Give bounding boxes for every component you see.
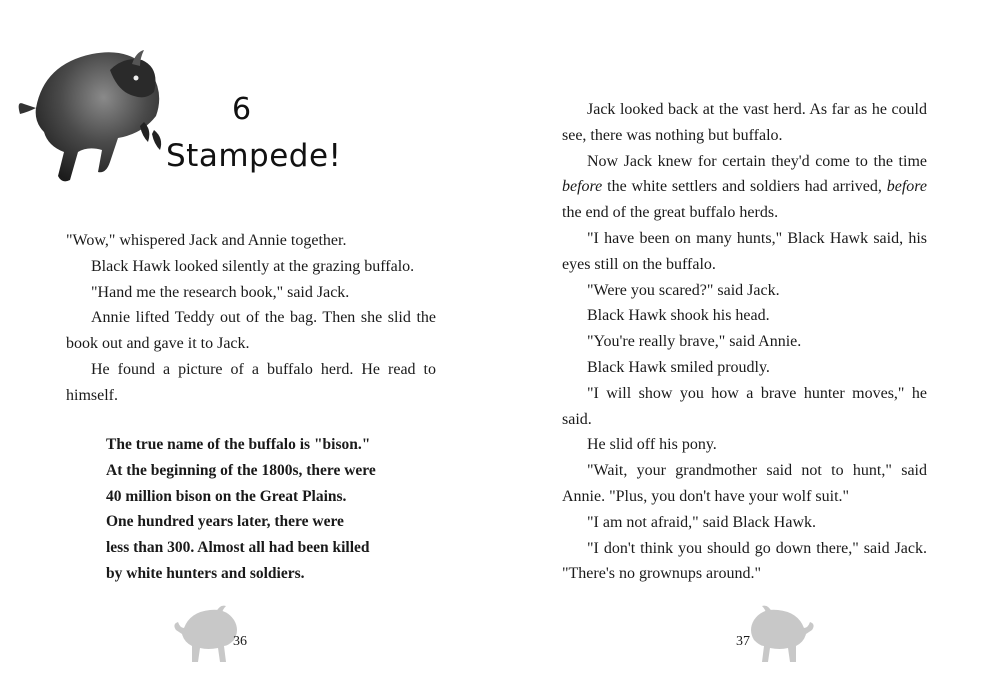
excerpt-line: 40 million bison on the Great Plains. <box>106 487 347 505</box>
paragraph: Black Hawk looked silently at the grazing buffalo. <box>91 257 415 275</box>
paragraph-with-emphasis: Now Jack knew for certain they'd come to the time before the white settlers and soldiers had arrived, before the end of the great buffalo herds. <box>562 152 927 222</box>
excerpt-line: At the beginning of the 1800s, there were <box>106 461 376 479</box>
research-book-excerpt <box>106 432 426 587</box>
paragraph: Black Hawk shook his head. <box>587 307 770 325</box>
page-number: 36 <box>233 634 247 649</box>
paragraph: "I have been on many hunts," Black Hawk said, his eyes still on the buffalo. <box>562 229 927 273</box>
emphasis: before <box>562 178 603 196</box>
paragraph: "You're really brave," said Annie. <box>587 333 802 351</box>
paragraph: "Wow," whispered Jack and Annie together. <box>66 232 347 249</box>
paragraph: Jack looked back at the vast herd. As far as he could see, there was nothing but buffalo. <box>562 101 927 144</box>
left-body-text <box>66 228 436 409</box>
chapter-number: 6 <box>232 92 252 127</box>
page-number: 37 <box>736 634 750 649</box>
excerpt-line: less than 300. Almost all had been killed <box>106 539 370 557</box>
leaping-bison-illustration <box>14 34 174 184</box>
bison-silhouette-icon <box>170 600 242 668</box>
excerpt-line: The true name of the buffalo is "bison." <box>106 436 371 453</box>
paragraph: Black Hawk smiled proudly. <box>587 358 770 376</box>
paragraph: "Hand me the research book," said Jack. <box>91 283 350 301</box>
paragraph: Annie lifted Teddy out of the bag. Then she slid the book out and gave it to Jack. <box>66 309 436 353</box>
paragraph: He slid off his pony. <box>587 436 717 454</box>
right-page <box>494 0 988 684</box>
excerpt-line: One hundred years later, there were <box>106 513 344 531</box>
emphasis: before <box>886 178 927 196</box>
paragraph: "I am not afraid," said Black Hawk. <box>587 513 816 531</box>
chapter-title: Stampede! <box>166 138 342 174</box>
paragraph: He found a picture of a buffalo herd. He read to himself. <box>66 360 436 404</box>
paragraph: "Wait, your grandmother said not to hunt," said Annie. "Plus, you don't have your wolf suit." <box>562 462 927 505</box>
paragraph: "Were you scared?" said Jack. <box>587 281 780 299</box>
paragraph: "I don't think you should go down there," said Jack. "There's no grownups around." <box>562 539 927 583</box>
paragraph: "I will show you how a brave hunter moves," he said. <box>562 384 927 428</box>
right-body-text <box>562 97 927 587</box>
bison-silhouette-icon <box>746 600 818 668</box>
excerpt-line: by white hunters and soldiers. <box>106 564 305 582</box>
